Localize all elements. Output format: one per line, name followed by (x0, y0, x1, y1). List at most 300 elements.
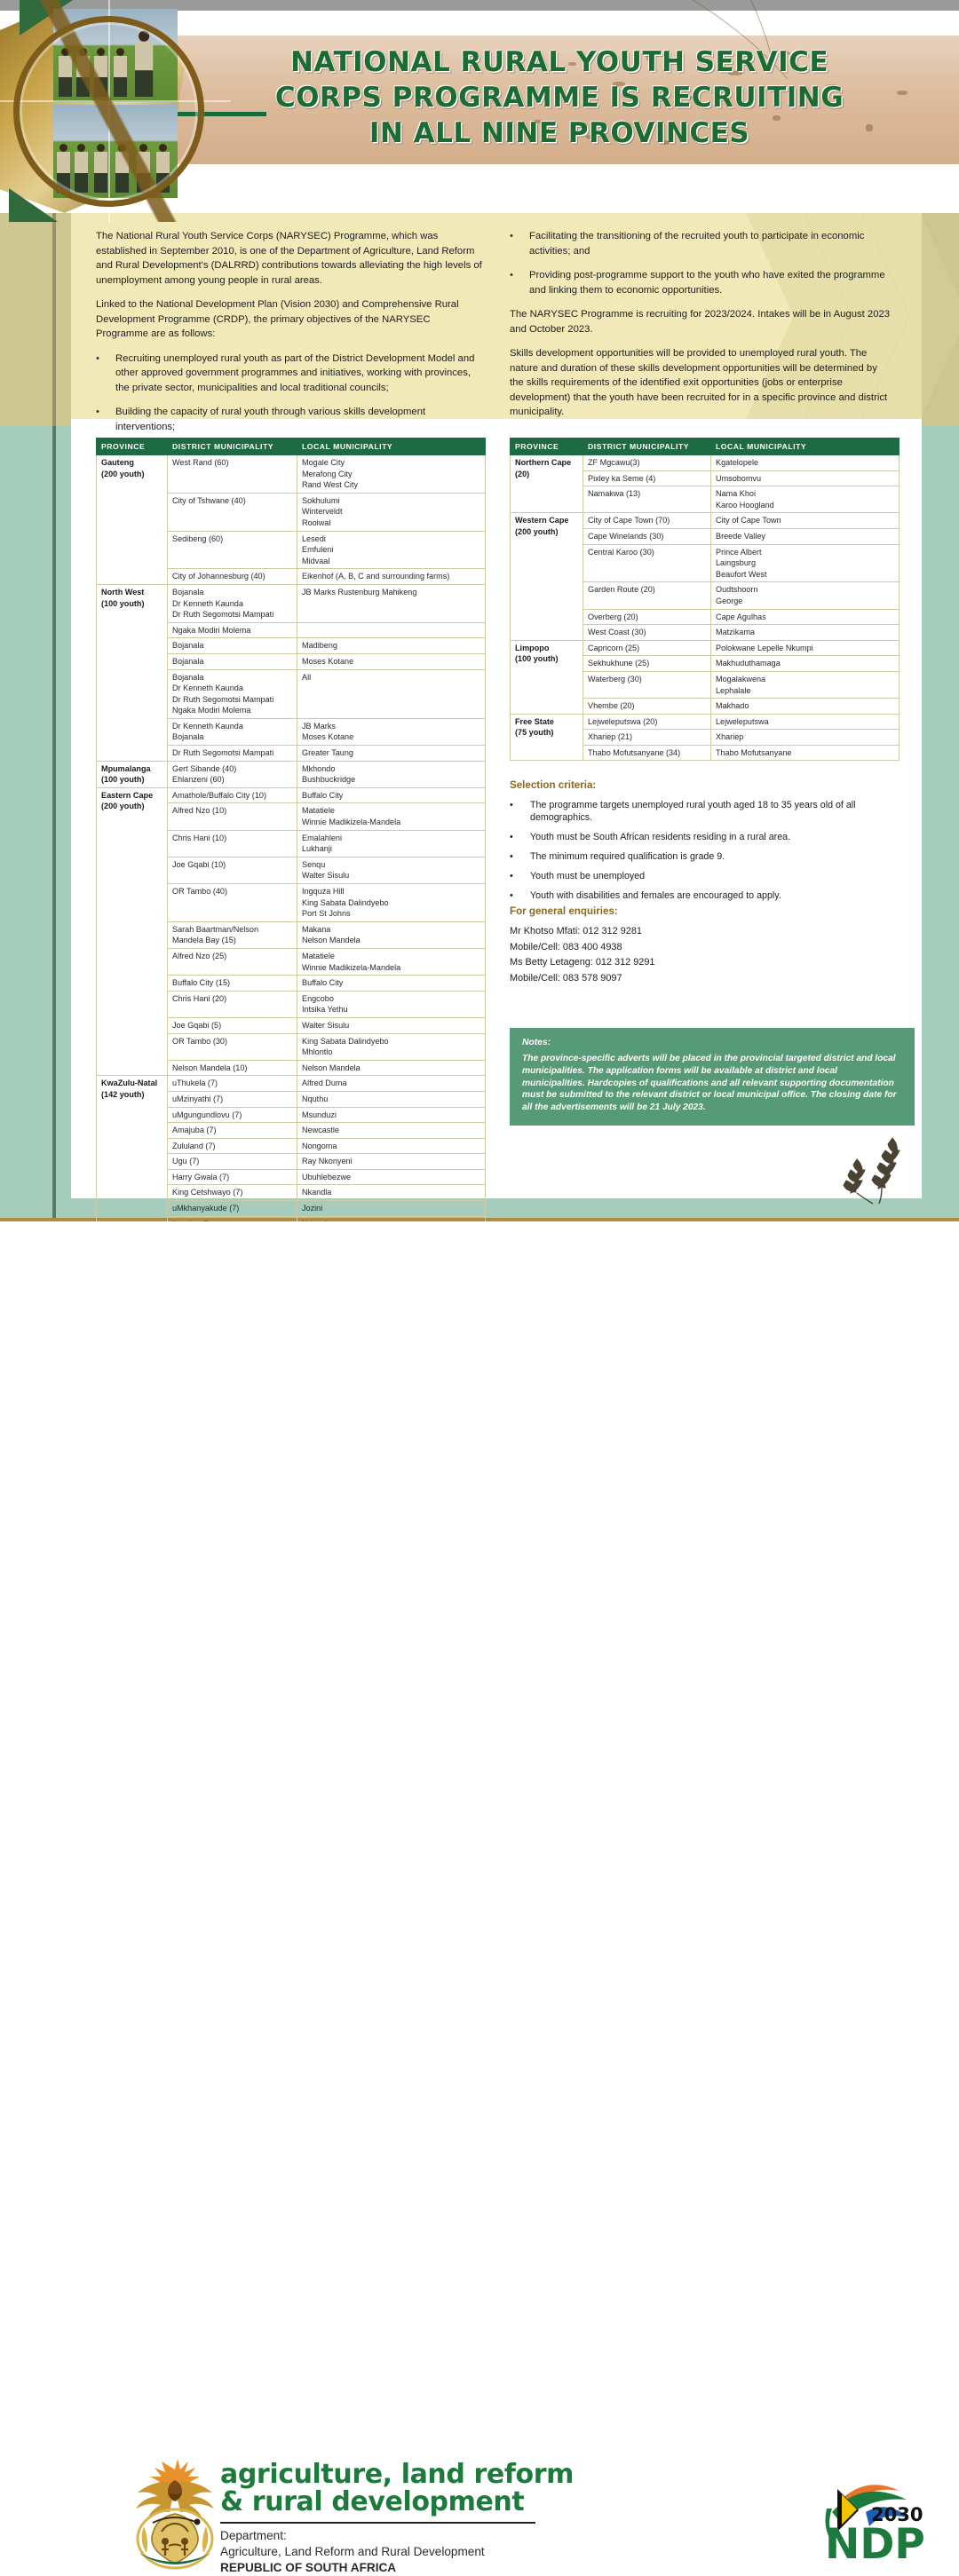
local-cell (711, 528, 900, 544)
cell-line: Midvaal (302, 556, 330, 565)
cell-line: Bojanala (172, 587, 204, 597)
district-cell (583, 486, 711, 513)
cell-line: Overberg (20) (588, 612, 638, 621)
selection-criteria-item (510, 831, 909, 843)
district-cell (168, 921, 297, 948)
cell-line: Waterberg (30) (588, 674, 642, 684)
cell-line: Nelson Mandela (302, 936, 361, 945)
cell-line: uMzinyathi (7) (172, 1094, 224, 1103)
cell-line: Moses Kotane (302, 732, 354, 742)
cell-line: Greater Taung (302, 748, 353, 758)
south-africa-coat-of-arms-icon (126, 2454, 224, 2573)
table-row (511, 455, 900, 471)
province-line: KwaZulu-Natal (101, 1079, 158, 1088)
cell-line: Bojanala (172, 672, 204, 682)
bullet-icon: • (510, 270, 513, 281)
table-row (511, 513, 900, 529)
cell-line: Garden Route (20) (588, 585, 655, 595)
district-cell (168, 1076, 297, 1092)
cell-line: Nelson Mandela (10) (172, 1063, 248, 1072)
cell-line: Xhariep (21) (588, 732, 633, 742)
cell-line: Nama Khoi (716, 489, 756, 499)
department-label: Department: (220, 2529, 287, 2542)
district-cell (583, 544, 711, 582)
cell-line: Madibeng (302, 641, 337, 651)
local-cell (297, 1091, 486, 1107)
cell-line: Ehlanzeni (60) (172, 775, 225, 785)
ndp-acronym: NDP (825, 2520, 925, 2568)
province-line: (200 youth) (101, 469, 145, 478)
cell-line: Lejweleputswa (716, 716, 769, 726)
column-header-province: PROVINCE (97, 439, 168, 455)
municipality-table-right (510, 438, 899, 761)
province-line: (100 youth) (101, 775, 145, 785)
cell-line: Jozini (302, 1204, 323, 1213)
local-cell (297, 1201, 486, 1217)
cell-line: Dr Ruth Segomotsi Mampati (172, 748, 274, 758)
local-cell (297, 1185, 486, 1201)
local-cell (711, 714, 900, 730)
district-cell (168, 569, 297, 585)
cell-line: Msunduzi (302, 1110, 337, 1119)
local-cell (297, 638, 486, 654)
cell-line: Intsika Yethu (302, 1005, 348, 1015)
local-cell (297, 884, 486, 922)
district-cell (168, 884, 297, 922)
title-line-3: IN ALL NINE PROVINCES (369, 117, 750, 149)
local-cell (297, 622, 486, 638)
district-cell (168, 787, 297, 803)
cell-line: Ray Nkonyeni (302, 1157, 353, 1166)
brand-line-2: & rural development (220, 2486, 525, 2517)
district-cell (583, 455, 711, 471)
cell-line: Sokhulumi (302, 495, 340, 505)
cell-line: Gert Sibande (40) (172, 763, 237, 773)
province-line: Northern Cape (515, 458, 572, 467)
cell-line: Ngaka Modiri Molema (172, 706, 251, 715)
brand-divider (220, 2522, 535, 2524)
cell-line: uThukela (7) (172, 1079, 218, 1088)
cell-line: Winterveldt (302, 507, 343, 517)
enquiry-line: Mr Khotso Mfati: 012 312 9281 (510, 926, 642, 936)
department-name: Agriculture, Land Reform and Rural Development (220, 2545, 485, 2558)
district-cell (168, 622, 297, 638)
province-line: (100 youth) (515, 654, 559, 664)
intro-bullet (510, 268, 893, 297)
notes-heading: Notes: (522, 1038, 551, 1047)
cell-line: Kgatelopele (716, 458, 759, 467)
cell-line: Amathole/Buffalo City (10) (172, 790, 266, 800)
cell-line: Ugu (7) (172, 1157, 200, 1166)
cell-line: Dr Ruth Segomotsi Mampati (172, 694, 274, 704)
district-cell (168, 1154, 297, 1170)
district-cell (168, 830, 297, 857)
cell-line: Newcastle (302, 1126, 339, 1135)
cell-line: Port St Johns (302, 909, 351, 919)
table-row (97, 787, 486, 803)
local-cell (297, 1076, 486, 1092)
cell-line: Matatiele (302, 951, 335, 960)
cell-line: Ingquza Hill (302, 887, 345, 896)
bullet-icon: • (510, 890, 513, 901)
intro-right-column (510, 229, 893, 430)
district-cell (168, 718, 297, 745)
cell-line: OR Tambo (30) (172, 1036, 227, 1046)
district-cell (168, 976, 297, 992)
cell-line: Breede Valley (716, 531, 765, 541)
district-cell (168, 1169, 297, 1185)
province-line: (100 youth) (101, 598, 145, 608)
district-cell (168, 653, 297, 669)
table-row (511, 714, 900, 730)
district-cell (583, 625, 711, 641)
local-cell (711, 486, 900, 513)
district-cell (168, 991, 297, 1017)
cell-line: Xhariep (716, 732, 744, 742)
cell-line: Walter Sisulu (302, 871, 350, 881)
province-cell (97, 787, 168, 1075)
bullet-icon: • (510, 800, 513, 810)
local-cell (711, 470, 900, 486)
criteria-text: Youth with disabilities and females are encouraged to apply. (530, 890, 781, 901)
cell-line: King Cetshwayo (7) (172, 1188, 243, 1197)
cell-line: Makhuduthamaga (716, 659, 781, 668)
local-cell (711, 513, 900, 529)
cell-line: Thabo Mofutsanyane (716, 747, 792, 757)
table-row (97, 1076, 486, 1092)
local-cell (297, 1123, 486, 1139)
local-cell (297, 761, 486, 787)
district-cell (168, 1033, 297, 1060)
local-cell (711, 730, 900, 746)
district-cell (168, 669, 297, 718)
enquiries-section (510, 905, 909, 986)
cell-line: City of Cape Town (716, 516, 781, 525)
cell-line: Alfred Nzo (10) (172, 806, 227, 816)
local-cell (297, 1154, 486, 1170)
cell-line: ZF Mgcawu(3) (588, 458, 640, 467)
republic-label: REPUBLIC OF SOUTH AFRICA (220, 2561, 397, 2574)
title-line-2: CORPS PROGRAMME IS RECRUITING (274, 82, 844, 114)
local-cell (297, 653, 486, 669)
cell-line: Lukhanji (302, 844, 332, 854)
cell-line: Matatiele (302, 806, 335, 816)
local-cell (711, 544, 900, 582)
criteria-text: The minimum required qualification is grade 9. (530, 851, 725, 862)
cell-line: Beaufort West (716, 569, 767, 579)
intro-paragraph: The NARYSEC Programme is recruiting for 2023/2024. Intakes will be in August 2023 and October 2023. (510, 309, 891, 335)
cell-line: Mhlontlo (302, 1047, 333, 1057)
local-cell (297, 787, 486, 803)
local-cell (711, 699, 900, 715)
cell-line: Buffalo City (302, 978, 344, 988)
bullet-text: Recruiting unemployed rural youth as part of the District Development Model and other approved government programmes and initiatives, working with provinces, the private sector, municipalities and local traditional councils; (115, 352, 475, 393)
local-cell (711, 640, 900, 656)
local-cell (297, 921, 486, 948)
local-cell (711, 609, 900, 625)
district-cell (583, 582, 711, 609)
local-cell (297, 669, 486, 718)
enquiry-line: Mobile/Cell: 083 578 9097 (510, 972, 622, 984)
local-cell (297, 493, 486, 531)
cell-line: Sedibeng (60) (172, 533, 224, 543)
cell-line: Nkandla (302, 1188, 332, 1197)
province-line: Mpumalanga (101, 763, 151, 773)
intro-paragraph: The National Rural Youth Service Corps (NARYSEC) Programme, which was established in September 2010, is one of the Department of Agriculture, Land Reform and Rural Development's (DALRRD) contributions towards alleviating the high levels of unemployment among young people in rural areas. (96, 231, 482, 286)
cell-line: City of Tshwane (40) (172, 495, 246, 505)
district-cell (168, 761, 297, 787)
title-line-1: NATIONAL RURAL YOUTH SERVICE (289, 46, 829, 78)
wheat-icon (830, 1129, 928, 1205)
enquiry-line: Mobile/Cell: 083 400 4938 (510, 941, 622, 952)
table-row (97, 761, 486, 787)
table-header-row (97, 439, 486, 455)
cell-line: Mkhondo (302, 763, 336, 773)
selection-criteria-list (510, 799, 909, 902)
notes-box (510, 1028, 915, 1126)
district-cell (168, 857, 297, 883)
cell-line: uMkhanyakude (7) (172, 1204, 240, 1213)
cell-line: Ngaka Modiri Molema (172, 625, 251, 635)
province-cell (511, 455, 583, 513)
cell-line: City of Cape Town (70) (588, 516, 670, 525)
header-banner (0, 0, 959, 213)
cell-line: Central Karoo (30) (588, 547, 654, 557)
cell-line: Rand West City (302, 480, 359, 490)
cell-line: Amajuba (7) (172, 1126, 217, 1135)
intro-paragraph: Skills development opportunities will be provided to unemployed rural youth. The nature and duration of these skills development opportunities will be determined by the skills requirements of the identified exit opportunities (jobs or enterprise development) that the youth have been recruited for in a specific province and district municipality. (510, 348, 888, 417)
table-row (97, 584, 486, 622)
table-row (511, 640, 900, 656)
intro-bullet (510, 229, 893, 258)
selection-criteria-section (510, 779, 909, 909)
district-cell (583, 528, 711, 544)
local-cell (711, 671, 900, 698)
bullet-icon: • (96, 407, 99, 417)
cell-line: Bushbuckridge (302, 775, 356, 785)
cell-line: Merafong City (302, 469, 353, 478)
cell-line: Lejweleputswa (20) (588, 716, 658, 726)
left-vertical-rule-green (52, 426, 56, 1221)
district-cell (583, 714, 711, 730)
cell-line: Ubuhlebezwe (302, 1172, 352, 1181)
local-cell (297, 569, 486, 585)
intro-left-column (96, 229, 482, 444)
province-line: North West (101, 587, 145, 597)
province-cell (511, 714, 583, 761)
local-cell (297, 718, 486, 745)
cell-line: Nongoma (302, 1141, 337, 1150)
criteria-text: Youth must be South African residents residing in a rural area. (530, 832, 791, 842)
cell-line: Laingsburg (716, 558, 756, 568)
district-cell (583, 745, 711, 761)
district-cell (168, 531, 297, 569)
cell-line: Makana (302, 924, 331, 934)
cell-line: Lephalale (716, 685, 751, 695)
municipality-table-left (96, 438, 485, 1291)
cell-line: Bojanala (172, 656, 204, 666)
province-cell (97, 584, 168, 761)
province-line: (20) (515, 469, 530, 478)
district-cell (583, 656, 711, 672)
local-cell (297, 830, 486, 857)
cell-line: Mogale City (302, 458, 345, 467)
cell-line: Polokwane Lepelle Nkumpi (716, 643, 813, 652)
cell-line: Joe Gqabi (5) (172, 1020, 222, 1030)
column-header-local: LOCAL MUNICIPALITY (297, 439, 486, 455)
bullet-icon: • (510, 231, 513, 241)
cell-line: Bojanala (172, 732, 204, 742)
local-cell (297, 857, 486, 883)
district-cell (168, 1123, 297, 1139)
local-cell (297, 991, 486, 1017)
table-row (97, 455, 486, 494)
province-line: Free State (515, 716, 554, 726)
local-cell (297, 1138, 486, 1154)
header-photo-emblem (0, 0, 231, 222)
local-cell (711, 582, 900, 609)
province-line: Gauteng (101, 458, 134, 467)
cell-line: Sarah Baartman/Nelson (172, 924, 259, 934)
local-cell (297, 1107, 486, 1123)
district-cell (583, 609, 711, 625)
cell-line: Walter Sisulu (302, 1020, 350, 1030)
district-cell (583, 470, 711, 486)
province-line: (75 youth) (515, 728, 554, 738)
cell-line: All (302, 672, 312, 682)
cell-line: City of Johannesburg (40) (172, 572, 266, 581)
criteria-text: Youth must be unemployed (530, 871, 646, 881)
table-body (97, 455, 486, 1291)
local-cell (297, 455, 486, 494)
cell-line: Sekhukhune (25) (588, 659, 650, 668)
cell-line: Mogalakwena (716, 674, 766, 684)
column-header-province: PROVINCE (511, 439, 583, 455)
province-line: (200 youth) (515, 526, 559, 536)
province-line: (200 youth) (101, 802, 145, 811)
district-cell (168, 948, 297, 975)
cell-line: Zululand (7) (172, 1141, 216, 1150)
cell-line: Alfred Nzo (25) (172, 951, 227, 960)
cell-line: Nelson Mandela (302, 1063, 361, 1072)
cell-line: Winnie Madikizela-Mandela (302, 962, 401, 972)
cell-line: Cape Winelands (30) (588, 531, 664, 541)
intro-bullet (96, 352, 482, 396)
selection-criteria-item (510, 799, 909, 824)
cell-line: Rooiwal (302, 518, 331, 527)
province-line: (142 youth) (101, 1089, 145, 1099)
bullet-text: Facilitating the transitioning of the recruited youth to participate in economic activities; and (529, 231, 865, 257)
cell-line: Engcobo (302, 993, 334, 1003)
district-cell (168, 1107, 297, 1123)
local-cell (711, 455, 900, 471)
cell-line (302, 625, 480, 636)
district-cell (168, 1060, 297, 1076)
column-header-district: DISTRICT MUNICIPALITY (583, 439, 711, 455)
local-cell (297, 1169, 486, 1185)
local-cell (297, 584, 486, 622)
province-line: Limpopo (515, 643, 550, 652)
cell-line: Buffalo City (15) (172, 978, 231, 988)
cell-line: Mandela Bay (15) (172, 936, 236, 945)
local-cell (711, 625, 900, 641)
cell-line: Vhembe (20) (588, 701, 635, 711)
cell-line: Pixley ka Seme (4) (588, 473, 656, 483)
cell-line: George (716, 596, 743, 605)
cell-line: Harry Gwala (7) (172, 1172, 230, 1181)
province-cell (97, 455, 168, 585)
intro-paragraph: Linked to the National Development Plan (Vision 2030) and Comprehensive Rural Development Programme (CRDP), the primary objectives of the NARYSEC Programme are as follows: (96, 299, 459, 339)
local-cell (297, 746, 486, 762)
cell-line: Moses Kotane (302, 656, 354, 666)
province-line: Eastern Cape (101, 790, 154, 800)
bullet-icon: • (510, 832, 513, 842)
local-cell (297, 1033, 486, 1060)
ndp-year: 2030 (871, 2504, 923, 2525)
selection-criteria-item (510, 870, 909, 882)
local-cell (297, 1060, 486, 1076)
district-cell (168, 1201, 297, 1217)
district-cell (168, 1185, 297, 1201)
brand-line-1: agriculture, land reform (220, 2459, 574, 2490)
cell-line: OR Tambo (40) (172, 887, 227, 896)
cell-line: Umsobomvu (716, 473, 762, 483)
cell-line: Emalahleni (302, 833, 342, 842)
circle-frame (13, 16, 204, 207)
province-cell (511, 513, 583, 640)
enquiries-heading: For general enquiries: (510, 905, 618, 917)
bullet-icon: • (510, 851, 513, 862)
cell-line: Emfuleni (302, 545, 334, 555)
cell-line: Alfred Duma (302, 1079, 347, 1088)
local-cell (297, 976, 486, 992)
district-cell (168, 1017, 297, 1033)
cell-line: Lesedi (302, 533, 326, 543)
province-cell (97, 761, 168, 787)
district-cell (583, 671, 711, 698)
cell-line: Dr Ruth Segomotsi Mampati (172, 610, 274, 620)
local-cell (297, 1017, 486, 1033)
enquiries-lines (510, 924, 909, 986)
footer (0, 1221, 959, 2574)
bullet-icon: • (96, 352, 99, 364)
cell-line: Karoo Hoogland (716, 500, 774, 510)
cell-line: Prince Albert (716, 547, 762, 557)
district-cell (168, 455, 297, 494)
notes-body: The province-specific adverts will be placed in the provincial targeted district and local municipalities. The application forms will be available at district and local municipalities. Hardcopies of qualifications and all relevant supporting documentation must be submitted to the relevant district or local municipal office. The closing date for all the advertisements will be 21 July 2023. (522, 1054, 897, 1113)
district-cell (168, 638, 297, 654)
cell-line: Oudtshoorn (716, 585, 758, 595)
district-cell (583, 513, 711, 529)
province-cell (511, 640, 583, 714)
cell-line: Matzikama (716, 628, 755, 637)
cell-line: Chris Hani (10) (172, 833, 227, 842)
cell-line: West Rand (60) (172, 458, 229, 467)
local-cell (297, 803, 486, 830)
cell-line: Winnie Madikizela-Mandela (302, 818, 401, 827)
cell-line: Bojanala (172, 641, 204, 651)
cell-line: West Coast (30) (588, 628, 646, 637)
ndp-logo-icon (812, 2466, 932, 2568)
cell-line: Senqu (302, 859, 326, 869)
bullet-text: Providing post-programme support to the youth who have exited the programme and linking them to economic opportunities. (529, 270, 885, 296)
cell-line: Capricorn (25) (588, 643, 640, 652)
table-body (511, 455, 900, 761)
cell-line: Thabo Mofutsanyane (34) (588, 747, 681, 757)
enquiry-line: Ms Betty Letageng: 012 312 9291 (510, 957, 655, 968)
department-brand (220, 2461, 602, 2576)
local-cell (711, 656, 900, 672)
